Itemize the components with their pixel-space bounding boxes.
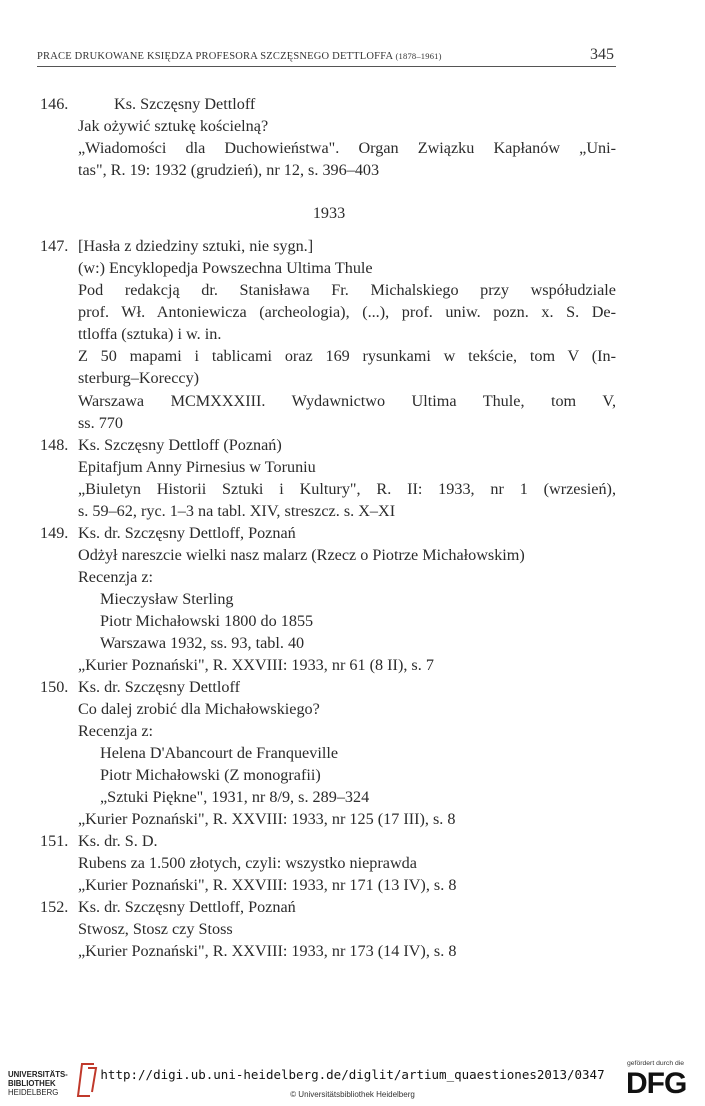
reviewed-imprint: „Sztuki Piękne", 1931, nr 8/9, s. 289–324 xyxy=(100,788,370,806)
dfg-logo: DFG xyxy=(626,1067,687,1100)
entry-source: tas", R. 19: 1932 (grudzień), nr 12, s. 396–403 xyxy=(78,161,380,179)
entry-number: 150. xyxy=(40,678,69,696)
entry-source: „Kurier Poznański", R. XXVIII: 1933, nr 125 (17 III), s. 8 xyxy=(78,810,456,828)
entry-source: „Wiadomości dla Duchowieństwa". Organ Związku Kapłanów „Uni- xyxy=(78,139,616,157)
entry-source: „Biuletyn Historii Sztuki i Kultury", R. II: 1933, nr 1 (wrzesień), xyxy=(78,480,616,498)
year-heading: 1933 xyxy=(312,204,346,222)
library-name-line2: BIBLIOTHEK xyxy=(8,1079,56,1088)
entry-number: 148. xyxy=(40,436,69,454)
entry-number: 146. xyxy=(40,95,69,113)
entry-author: Ks. dr. Szczęsny Dettloff, Poznań xyxy=(78,524,296,542)
entry-source: Warszawa MCMXXXIII. Wydawnictwo Ultima Thule, tom V, xyxy=(78,392,616,410)
entry-detail: sterburg–Koreccy) xyxy=(78,369,200,387)
entry-author: Ks. Szczęsny Dettloff xyxy=(114,95,256,113)
entry-number: 147. xyxy=(40,237,69,255)
running-title xyxy=(37,51,442,62)
entry-detail: ttloffa (sztuka) i w. in. xyxy=(78,325,222,343)
entry-source: s. 59–62, ryc. 1–3 na tabl. XIV, streszcz. s. X–XI xyxy=(78,502,396,520)
entry-number: 151. xyxy=(40,832,69,850)
permalink-url[interactable]: http://digi.ub.uni-heidelberg.de/diglit/artium_quaestiones2013/0347 xyxy=(100,1067,605,1082)
entry-author: [Hasła z dziedziny sztuki, nie sygn.] xyxy=(78,237,314,255)
reviewed-title: Piotr Michałowski (Z monografii) xyxy=(100,766,321,784)
copyright-notice: © Universitätsbibliothek Heidelberg xyxy=(290,1090,415,1099)
entry-title: Rubens za 1.500 złotych, czyli: wszystko nieprawda xyxy=(78,854,417,872)
entry-author: Ks. dr. Szczęsny Dettloff xyxy=(78,678,240,696)
entry-source: ss. 770 xyxy=(78,414,123,432)
entry-detail: prof. Wł. Antoniewicza (archeologia), (...), prof. uniw. pozn. x. S. De- xyxy=(78,303,616,321)
review-label: Recenzja z: xyxy=(78,722,154,740)
entry-source: „Kurier Poznański", R. XXVIII: 1933, nr 171 (13 IV), s. 8 xyxy=(78,876,457,894)
reviewed-title: Piotr Michałowski 1800 do 1855 xyxy=(100,612,314,630)
entry-author: Ks. dr. Szczęsny Dettloff, Poznań xyxy=(78,898,296,916)
entry-author: Ks. dr. S. D. xyxy=(78,832,158,850)
entry-number: 149. xyxy=(40,524,69,542)
review-label: Recenzja z: xyxy=(78,568,154,586)
entry-title: Epitafjum Anny Pirnesius w Toruniu xyxy=(78,458,316,476)
page-number: 345 xyxy=(590,46,614,63)
running-head xyxy=(37,46,616,67)
reviewed-author: Mieczysław Sterling xyxy=(100,590,234,608)
reviewed-imprint: Warszawa 1932, ss. 93, tabl. 40 xyxy=(100,634,305,652)
digitization-footer xyxy=(0,1052,705,1106)
entry-source: „Kurier Poznański", R. XXVIII: 1933, nr 61 (8 II), s. 7 xyxy=(78,656,434,674)
entry-author: Ks. Szczęsny Dettloff (Poznań) xyxy=(78,436,282,454)
entry-detail: Pod redakcją dr. Stanisława Fr. Michalskiego przy współudziale xyxy=(78,281,616,299)
entry-number: 152. xyxy=(40,898,69,916)
running-title-text: PRACE DRUKOWANE KSIĘDZA PROFESORA SZCZĘSNEGO DETTLOFFA xyxy=(37,51,393,62)
library-name-line3: HEIDELBERG xyxy=(8,1088,59,1097)
reviewed-author: Helena D'Abancourt de Franqueville xyxy=(100,744,338,762)
funding-note: gefördert durch die xyxy=(627,1060,685,1067)
entry-title: (w:) Encyklopedja Powszechna Ultima Thule xyxy=(78,259,373,277)
entry-detail: Z 50 mapami i tablicami oraz 169 rysunkami w tekście, tom V (In- xyxy=(78,347,616,365)
entry-source: „Kurier Poznański", R. XXVIII: 1933, nr 173 (14 IV), s. 8 xyxy=(78,942,457,960)
running-title-years: (1878–1961) xyxy=(395,51,442,61)
entry-title: Odżył nareszcie wielki nasz malarz (Rzecz o Piotrze Michałowskim) xyxy=(78,546,525,564)
library-name-line1: UNIVERSITÄTS- xyxy=(8,1070,68,1079)
entry-title: Jak ożywić sztukę kościelną? xyxy=(78,117,269,135)
entry-title: Stwosz, Stosz czy Stoss xyxy=(78,920,233,938)
entry-title: Co dalej zrobić dla Michałowskiego? xyxy=(78,700,320,718)
